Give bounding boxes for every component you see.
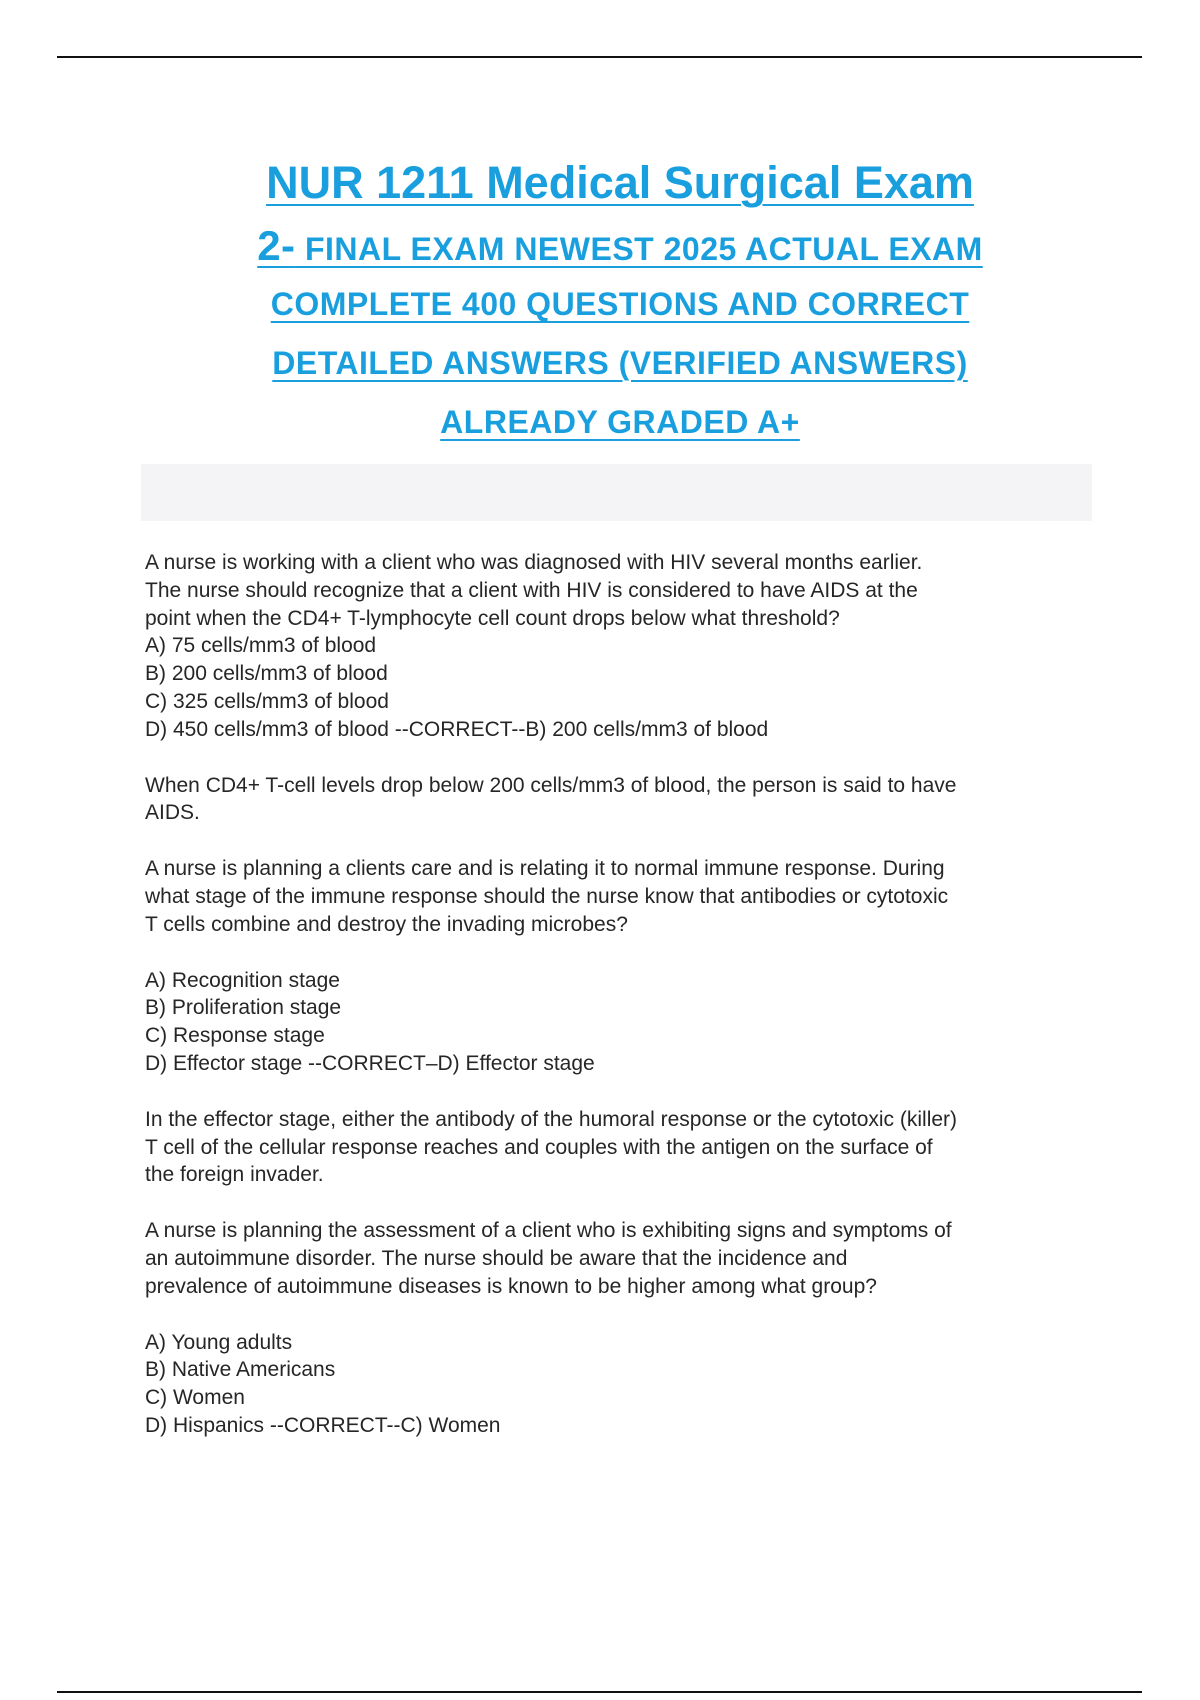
- rationale-line: T cell of the cellular response reaches and couples with the antigen on the surface of: [145, 1135, 933, 1159]
- question-stem-line: prevalence of autoimmune diseases is known to be higher among what group?: [145, 1274, 877, 1298]
- question-stem-line: A nurse is planning a clients care and is relating it to normal immune response. During: [145, 857, 945, 881]
- question-stem-line: what stage of the immune response should the nurse know that antibodies or cytotoxic: [145, 884, 949, 908]
- question-stem-line: an autoimmune disorder. The nurse should be aware that the incidence and: [145, 1246, 848, 1270]
- question-stem-line: point when the CD4+ T-lymphocyte cell count drops below what threshold?: [145, 606, 840, 630]
- questions-body: [145, 549, 1090, 1440]
- question-stem-line: A nurse is working with a client who was diagnosed with HIV several months earlier.: [145, 551, 923, 574]
- rationale-line: When CD4+ T-cell levels drop below 200 cells/mm3 of blood, the person is said to have: [145, 773, 957, 797]
- question-stem-line: A nurse is planning the assessment of a client who is exhibiting signs and symptoms of: [145, 1219, 952, 1243]
- rationale-line: AIDS.: [145, 801, 200, 825]
- title-line-5: ALREADY GRADED A+: [440, 404, 800, 440]
- question-block: [145, 855, 1090, 1078]
- answer-option: C) 325 cells/mm3 of blood: [145, 689, 389, 713]
- question-block: [145, 1217, 1090, 1440]
- title-line-4: DETAILED ANSWERS (VERIFIED ANSWERS): [272, 345, 968, 381]
- title-line-2-lead: 2-: [257, 222, 296, 269]
- answer-option: C) Women: [145, 1386, 245, 1410]
- answer-option: B) Proliferation stage: [145, 996, 342, 1020]
- answer-option: A) Recognition stage: [145, 968, 340, 992]
- answer-option: B) 200 cells/mm3 of blood: [145, 662, 388, 686]
- answer-option-correct: D) Hispanics --CORRECT--C) Women: [145, 1413, 501, 1437]
- footer-rule: [57, 1691, 1142, 1693]
- title-line-1: NUR 1211 Medical Surgical Exam: [266, 157, 974, 208]
- title-line-2-rest: FINAL EXAM NEWEST 2025 ACTUAL EXAM: [295, 231, 983, 267]
- header-rule: [57, 56, 1142, 58]
- answer-option: A) Young adults: [145, 1330, 293, 1354]
- rationale-block: [145, 772, 1090, 828]
- answer-option-correct: D) 450 cells/mm3 of blood --CORRECT--B) 200 cells/mm3 of blood: [145, 717, 769, 741]
- answer-option: A) 75 cells/mm3 of blood: [145, 634, 377, 658]
- rationale-block: [145, 1106, 1090, 1189]
- question-stem-line: T cells combine and destroy the invading microbes?: [145, 912, 628, 936]
- question-stem-line: The nurse should recognize that a client with HIV is considered to have AIDS at the: [145, 578, 918, 602]
- answer-option-correct: D) Effector stage --CORRECT–D) Effector stage: [145, 1051, 595, 1075]
- question-block: [145, 549, 1090, 744]
- document-title: [140, 150, 1100, 452]
- rationale-line: In the effector stage, either the antibody of the humoral response or the cytotoxic (killer): [145, 1107, 958, 1131]
- title-line-3: COMPLETE 400 QUESTIONS AND CORRECT: [270, 286, 970, 322]
- rationale-line: the foreign invader.: [145, 1163, 324, 1187]
- answer-option: C) Response stage: [145, 1024, 325, 1048]
- title-line-2: [140, 216, 1100, 275]
- answer-option: B) Native Americans: [145, 1358, 336, 1382]
- title-shaded-band: [141, 464, 1092, 521]
